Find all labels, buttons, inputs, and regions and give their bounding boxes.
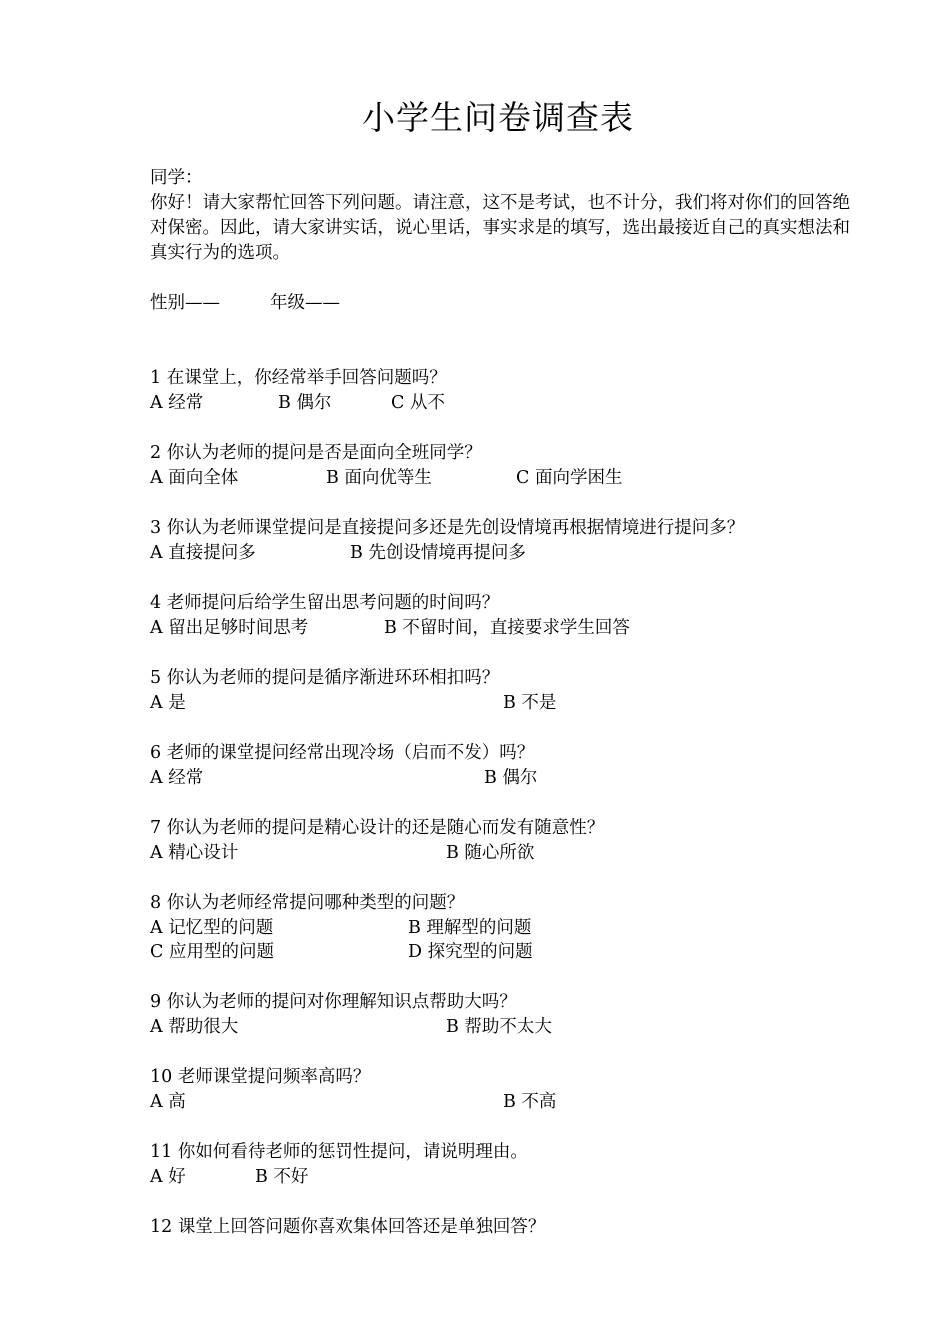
question-5: 5 你认为老师的提问是循序渐进环环相扣吗？	[150, 668, 500, 688]
option-a: A 直接提问多	[150, 543, 256, 563]
question-1: 1 在课堂上，你经常举手回答问题吗？	[150, 368, 447, 388]
option-c: C 从不	[391, 393, 445, 413]
option-a: A 帮助很大	[150, 1017, 239, 1037]
option-b: B 不是	[503, 693, 557, 713]
option-b: B 理解型的问题	[408, 918, 532, 938]
question-11: 11 你如何看待老师的惩罚性提问，请说明理由。	[150, 1142, 528, 1162]
option-a: A 记忆型的问题	[150, 918, 274, 938]
option-b: B 面向优等生	[326, 468, 432, 488]
option-b: B 先创设情境再提问多	[350, 543, 526, 563]
option-a: A 留出足够时间思考	[150, 618, 309, 638]
option-b: B 不留时间，直接要求学生回答	[384, 618, 630, 638]
question-9: 9 你认为老师的提问对你理解知识点帮助大吗？	[150, 992, 517, 1012]
option-b: B 不高	[503, 1092, 557, 1112]
question-12: 12 课堂上回答问题你喜欢集体回答还是单独回答？	[150, 1217, 546, 1237]
intro-paragraph: 你好！请大家帮忙回答下列问题。请注意，这不是考试，也不计分，我们将对你们的回答绝对保密。因此，请大家讲实话，说心里话，事实求是的填写，选出最接近自己的真实想法和真实行为的选项。	[150, 193, 850, 263]
question-10: 10 老师课堂提问频率高吗？	[150, 1067, 371, 1087]
option-b: B 偶尔	[484, 768, 538, 788]
greeting: 同学：	[150, 168, 203, 188]
option-b: B 不好	[255, 1167, 309, 1187]
option-a: A 好	[150, 1167, 186, 1187]
gender-field: 性别——	[150, 293, 220, 313]
document-title: 小学生问卷调查表	[362, 98, 634, 137]
question-6: 6 老师的课堂提问经常出现冷场（启而不发）吗？	[150, 743, 535, 763]
option-a: A 经常	[150, 768, 204, 788]
option-d: D 探究型的问题	[408, 942, 533, 962]
question-3: 3 你认为老师课堂提问是直接提问多还是先创设情境再根据情境进行提问多？	[150, 518, 745, 538]
option-b: B 随心所欲	[446, 843, 535, 863]
option-a: A 是	[150, 693, 186, 713]
option-c: C 面向学困生	[516, 468, 623, 488]
question-8: 8 你认为老师经常提问哪种类型的问题？	[150, 893, 465, 913]
grade-field: 年级——	[270, 293, 340, 313]
question-7: 7 你认为老师的提问是精心设计的还是随心而发有随意性？	[150, 818, 605, 838]
option-c: C 应用型的问题	[150, 942, 274, 962]
option-b: B 帮助不太大	[446, 1017, 552, 1037]
option-a: A 经常	[150, 393, 204, 413]
option-a: A 面向全体	[150, 468, 239, 488]
option-a: A 精心设计	[150, 843, 239, 863]
option-a: A 高	[150, 1092, 186, 1112]
question-2: 2 你认为老师的提问是否是面向全班同学？	[150, 443, 482, 463]
option-b: B 偶尔	[278, 393, 332, 413]
question-4: 4 老师提问后给学生留出思考问题的时间吗？	[150, 593, 500, 613]
